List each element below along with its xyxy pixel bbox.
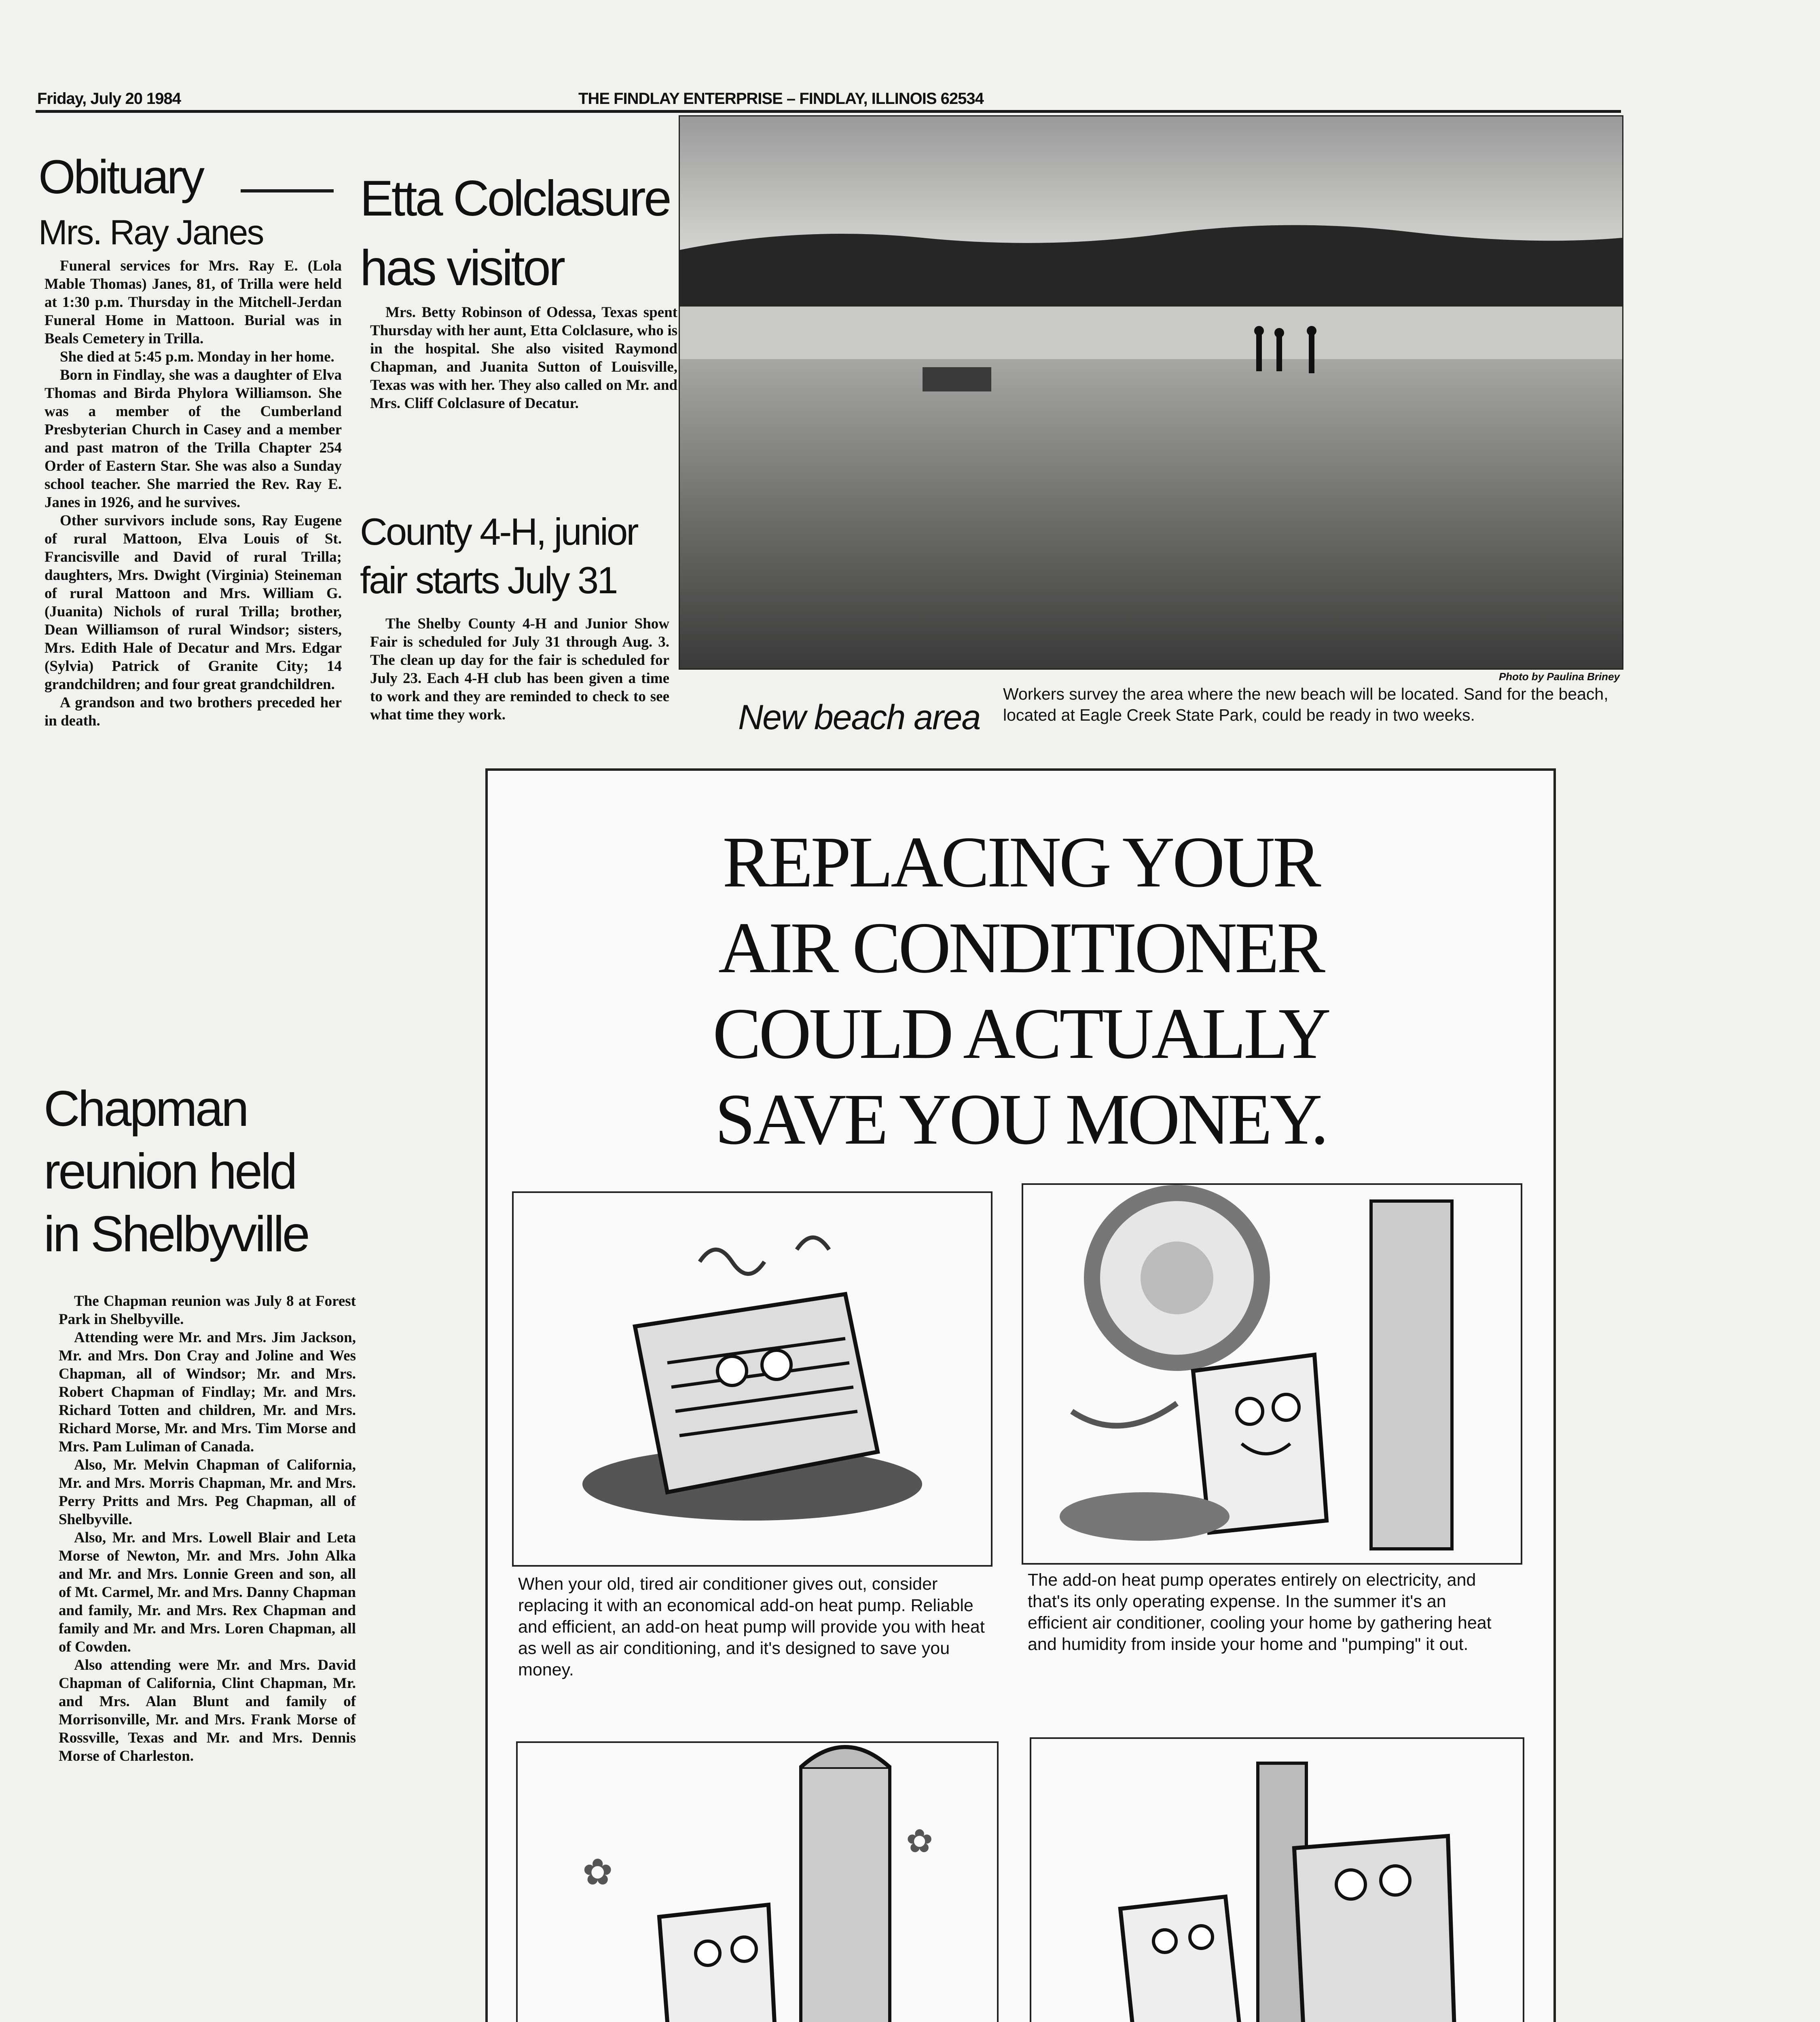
obituary-paragraph: A grandson and two brothers preceded her in death. <box>44 694 342 729</box>
fair-body <box>370 615 669 724</box>
obituary-paragraph: Other survivors include sons, Ray Eugene of rural Mattoon, Elva Louis of St. Francisville and David of rural Trilla; daughters, Mrs. Dwight (Virginia) Steineman of rural Mattoon and Mrs. William G. (Juanita) Nichols of rural Trilla; brother, Dean Williamson of rural Windsor; sisters, Mrs. Edith Hale of Decatur and Mrs. Edgar (Sylvia) Patrick of Granite City; 14 grandchildren; and four great grandchildren. <box>44 512 342 693</box>
obituary-body <box>44 257 342 730</box>
chapman-headline-line: in Shelbyville <box>44 1206 308 1262</box>
beach-photo-image <box>680 116 1622 668</box>
obituary-paragraph: Funeral services for Mrs. Ray E. (Lola Mable Thomas) Janes, 81, of Trilla were held at 1:30 p.m. Thursday in the Mitchell-Jerdan Funeral Home in Mattoon. Burial was in Beals Cemetery in Trilla. <box>44 258 342 347</box>
obituary-paragraph: Born in Findlay, she was a daughter of Elva Thomas and Birda Phylora Williamson. She was a member of the Cumberland Presbyterian Church in Casey and a member and past matron of the Trilla Chapter 254 Order of Eastern Star. She was also a Sunday school teacher. She married the Rev. Ray E. Janes in 1926, and he survives. <box>44 367 342 511</box>
etta-body <box>370 303 677 412</box>
etta-paragraph: Mrs. Betty Robinson of Odessa, Texas spent Thursday with her aunt, Etta Colclasure, who is in the hospital. She also visited Raymond Chapman, and Juanita Sutton of Louisville, Texas was with her. They also called on Mr. and Mrs. Cliff Colclasure of Decatur. <box>370 304 677 412</box>
ad-illustration-panel-3 <box>516 1741 999 2022</box>
ad-headline-line: AIR CONDITIONER <box>718 907 1323 988</box>
obituary-paragraph: She died at 5:45 p.m. Monday in her home. <box>60 349 334 365</box>
chapman-headline-line: Chapman <box>44 1081 247 1137</box>
panel-1-caption: When your old, tired air conditioner gives out, consider replacing it with an economical add-on heat pump. Reliable and efficient, an add-on heat pump will provide you with heat as well as air conditioning, and it's designed to save you money. <box>518 1574 985 1679</box>
chapman-paragraph: Also, Mr. Melvin Chapman of California, Mr. and Mrs. Morris Chapman, Mr. and Mrs. Perry Pritts and Mrs. Peg Chapman, all of Shelbyville. <box>59 1457 356 1528</box>
etta-headline-line: has visitor <box>360 240 564 296</box>
ad-illustration-panel-2 <box>1022 1183 1522 1565</box>
issue-date: Friday, July 20 1984 <box>37 90 181 108</box>
ad-illustration-panel-4 <box>1030 1737 1524 2022</box>
chapman-body <box>59 1292 356 1765</box>
obituary-title-rule <box>241 189 334 192</box>
coldest-days-furnace-illustration <box>1031 1739 1523 2022</box>
obituary-name: Mrs. Ray Janes <box>38 213 263 252</box>
photo-caption: Workers survey the area where the new beach will be located. Sand for the beach, located at Eagle Creek State Park, could be ready in two weeks. <box>1003 685 1608 724</box>
fair-headline <box>360 508 637 605</box>
ad-headline-line: COULD ACTUALLY <box>713 993 1329 1074</box>
chapman-headline <box>44 1078 308 1266</box>
winter-heat-pump-illustration <box>518 1743 997 2022</box>
chapman-paragraph: Also, Mr. and Mrs. Lowell Blair and Leta Morse of Newton, Mr. and Mrs. John Alka and Mr. and Mrs. Lonnie Green and son, all of Mt. Carmel, Mr. and Mrs. Danny Chapman and family, Mr. and Mrs. Rex Chapman and family and Mr. and Mrs. Loren Chapman, all of Cowden. <box>59 1529 356 1655</box>
ad-headline-line: SAVE YOU MONEY. <box>715 1079 1327 1159</box>
obituary-section-title: Obituary <box>38 150 203 204</box>
fair-headline-line: fair starts July 31 <box>360 559 617 601</box>
summer-heat-pump-illustration <box>1023 1185 1521 1563</box>
chapman-paragraph: The Chapman reunion was July 8 at Forest Park in Shelbyville. <box>59 1293 356 1328</box>
svg-text:✿: ✿ <box>906 1822 933 1860</box>
masthead-rule <box>36 110 1621 113</box>
heat-pump-ad <box>485 768 1556 2022</box>
etta-headline-line: Etta Colclasure <box>360 171 670 226</box>
photo-label: New beach area <box>738 698 980 737</box>
photo-credit: Photo by Paulina Briney <box>1498 670 1620 683</box>
chapman-paragraph: Attending were Mr. and Mrs. Jim Jackson, Mr. and Mrs. Don Cray and Joline and Wes Chapman, all of Windsor; Mr. and Mrs. Robert Chapman of Findlay; Mr. and Mrs. Richard Totten and children, Mr. and Mrs. Richard Morse, Mr. and Mrs. Tim Morse and Mrs. Pam Luliman of Canada. <box>59 1329 356 1455</box>
etta-headline <box>360 164 670 303</box>
fair-paragraph: The Shelby County 4-H and Junior Show Fair is scheduled for July 31 through Aug. 3. The clean up day for the fair is scheduled for July 23. Each 4-H club has been given a time to work and they are reminded to check to see what time they work. <box>370 615 669 723</box>
ad-illustration-panel-1 <box>512 1191 993 1567</box>
svg-text:✿: ✿ <box>582 1851 613 1893</box>
beach-photo <box>679 115 1623 670</box>
panel-2-caption: The add-on heat pump operates entirely on electricity, and that's its only operating expense. In the summer it's an efficient air conditioner, cooling your home by gathering heat and humidity from inside your home and "pumping" it out. <box>1028 1570 1492 1654</box>
ad-headline <box>488 819 1553 1162</box>
chapman-paragraph: Also attending were Mr. and Mrs. David Chapman of California, Clint Chapman, Mr. and Mrs. Alan Blunt and family of Morrisonville, Mr. and Mrs. Frank Morse of Rossville, Texas and Mr. and Mrs. Dennis Morse of Charleston. <box>59 1657 356 1764</box>
fair-headline-line: County 4-H, junior <box>360 510 637 553</box>
chapman-headline-line: reunion held <box>44 1144 296 1199</box>
ad-headline-line: REPLACING YOUR <box>722 822 1319 902</box>
paper-name: THE FINDLAY ENTERPRISE – FINDLAY, ILLINOIS 62534 <box>578 90 984 108</box>
old-air-conditioner-illustration <box>514 1193 991 1565</box>
